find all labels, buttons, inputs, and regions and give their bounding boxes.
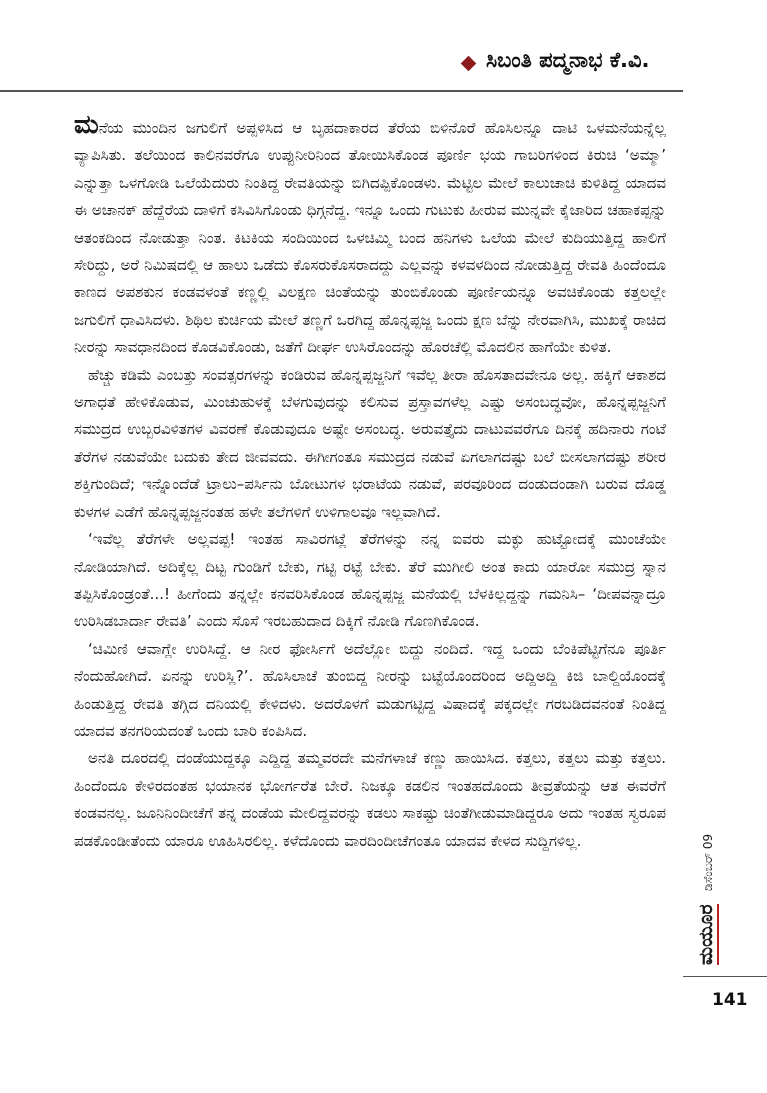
header-bar	[0, 44, 683, 92]
magazine-name: ಮಯೂರ	[695, 904, 717, 965]
page-number: 141	[712, 990, 748, 1010]
paragraph-4: ‘ಚಿಮಿಣಿ ಆವಾಗ್ಲೇ ಉರಿಸಿದ್ದೆ. ಆ ನೀರ ಫೋರ್ಸಿಗೆ ಅದೆಲ್ಲೋ ಬಿದ್ದು ನಂದಿದೆ. ಇದ್ದ ಒಂದು ಬೆಂಕಿಪೆಟ್ಟಿಗೆನೂ ಪೂರ್ತಿ ನೆಂದುಹೋಗಿದೆ. ಏನನ್ನು ಉರಿಸ್ಲಿ?’. ಹೊಸಿಲಾಚೆ ತುಂಬಿದ್ದ ನೀರನ್ನು ಬಟ್ಟೆಯೊಂದರಿಂದ ಅದ್ದಿಅದ್ದಿ ಕಿಜಿ ಬಾಲ್ದಿಯೊಂದಕ್ಕೆ ಹಿಂಡುತ್ತಿದ್ದ ರೇವತಿ ತಗ್ಗಿದ ದನಿಯಲ್ಲಿ ಕೇಳಿದಳು. ಅದರೊಳಗೆ ಮಡುಗಟ್ಟಿದ್ದ ವಿಷಾದಕ್ಕೆ ಪಕ್ಕದಲ್ಲೇ ಗರಬಡಿದವನಂತೆ ನಿಂತಿದ್ದ ಯಾದವ ತನಗರಿಯದಂತೆ ಒಂದು ಬಾರಿ ಕಂಪಿಸಿದ.	[74, 639, 666, 740]
diamond-bullet-icon	[461, 56, 477, 72]
footer-divider	[683, 976, 767, 977]
paragraph-1-text: ನೆಯ ಮುಂದಿನ ಜಗುಲಿಗೆ ಅಪ್ಪಳಿಸಿದ ಆ ಬೃಹದಾಕಾರದ ತೆರೆಯ ಬಿಳಿನೊರೆ ಹೊಸಿಲನ್ನೂ ದಾಟಿ ಒಳಮನೆಯನ್ನೆಲ್ಲ ವ್ಯಾಪಿಸಿತು. ತಲೆಯಿಂದ ಕಾಲಿನವರೆಗೂ ಉಪ್ಪುನೀರಿನಿಂದ ತೋಯಿಸಿಕೊಂಡ ಪೂರ್ಣಿ ಭಯ ಗಾಬರಿಗಳಿಂದ ಕಿರುಚಿ ‘ಅಮ್ಮಾ’ ಎನ್ನುತ್ತಾ ಒಳಗೋಡಿ ಒಲೆಯೆದುರು ನಿಂತಿದ್ದ ರೇವತಿಯನ್ನು ಬಿಗಿದಪ್ಪಿಕೊಂಡಳು. ಮೆಟ್ಟಿಲ ಮೇಲೆ ಕಾಲುಚಾಚಿ ಕುಳಿತಿದ್ದ ಯಾದವ ಈ ಅಚಾನಕ್ ಹೆದ್ದೆರೆಯ ದಾಳಿಗೆ ಕಸಿವಿಸಿಗೊಂಡು ಧಿಗ್ಗನೆದ್ದ. ಇನ್ನೂ ಒಂದು ಗುಟುಕು ಹೀರುವ ಮುನ್ನವೇ ಕೈಜಾರಿದ ಚಹಾಕಪ್ಪನ್ನು ಆತಂಕದಿಂದ ನೋಡುತ್ತಾ ನಿಂತ. ಕಿಟಕಿಯ ಸಂದಿಯಿಂದ ಒಳಚಿಮ್ಮಿ ಬಂದ ಹನಿಗಳು ಒಲೆಯ ಮೇಲೆ ಕುದಿಯುತ್ತಿದ್ದ ಹಾಲಿಗೆ ಸೇರಿದ್ದು, ಅರೆ ನಿಮಿಷದಲ್ಲಿ ಆ ಹಾಲು ಒಡೆದು ಕೊಸರುಕೊಸರಾದದ್ದು ಎಲ್ಲವನ್ನು ಕಳವಳದಿಂದ ನೋಡುತ್ತಿದ್ದ ರೇವತಿ ಹಿಂದೆಂದೂ ಕಾಣದ ಅಪಶಕುನ ಕಂಡವಳಂತೆ ಕಣ್ಣಲ್ಲಿ ವಿಲಕ್ಷಣ ಚಿಂತೆಯನ್ನು ತುಂಬಿಕೊಂಡು ಪೂರ್ಣಿಯನ್ನೂ ಅವಚಿಕೊಂಡು ಕತ್ತಲಲ್ಲೇ ಜಗುಲಿಗೆ ಧಾವಿಸಿದಳು. ಶಿಥಿಲ ಕುರ್ಚಿಯ ಮೇಲೆ ತಣ್ಣಗೆ ಒರಗಿದ್ದ ಹೊನ್ನಪ್ಪಜ್ಜ ಒಂದು ಕ್ಷಣ ಬೆನ್ನು ನೇರವಾಗಿಸಿ, ಮುಖಕ್ಕೆ ರಾಚಿದ ನೀರನ್ನು ಸಾವಧಾನದಿಂದ ಕೊಡವಿಕೊಂಡು, ಜತೆಗೆ ದೀರ್ಘ ಉಸಿರೊಂದನ್ನು ಹೊರಚೆಲ್ಲಿ ಮೊದಲಿನ ಹಾಗೆಯೇ ಕುಳಿತ.	[74, 119, 666, 357]
article-body	[74, 112, 666, 855]
paragraph-1	[74, 112, 666, 362]
issue-date: ಡಿಸೆಂಬರ್ 09	[701, 833, 715, 891]
paragraph-5: ಅನತಿ ದೂರದಲ್ಲಿ ದಂಡೆಯುದ್ದಕ್ಕೂ ಎದ್ದಿದ್ದ ತಮ್ಮವರದೇ ಮನೆಗಳಾಚೆ ಕಣ್ಣು ಹಾಯಿಸಿದ. ಕತ್ತಲು, ಕತ್ತಲು ಮತ್ತು ಕತ್ತಲು. ಹಿಂದೆಂದೂ ಕೇಳಿರದಂತಹ ಭಯಾನಕ ಭೋರ್ಗರೆತ ಬೇರೆ. ನಿಜಕ್ಕೂ ಕಡಲಿನ ಇಂತಹದೊಂದು ತೀವ್ರತೆಯನ್ನು ಆತ ಈವರೆಗೆ ಕಂಡವನಲ್ಲ. ಜೂನಿನಿಂದೀಚೆಗೆ ತನ್ನ ದಂಡೆಯ ಮೇಲಿದ್ದವರನ್ನು ಕಡಲು ಸಾಕಷ್ಟು ಚಿಂತೆಗೀಡುಮಾಡಿದ್ದರೂ ಅದು ಇಂತಹ ಸ್ವರೂಪ ಪಡಕೊಂಡೀತೆಂದು ಯಾರೂ ಊಹಿಸಿರಲಿಲ್ಲ. ಕಳೆದೊಂದು ವಾರದಿಂದೀಚೆಗಂತೂ ಯಾದವ ಕೇಳದ ಸುದ್ದಿಗಳಿಲ್ಲ.	[74, 749, 666, 850]
author-name: ಸಿಬಂತಿ ಪದ್ಮನಾಭ ಕೆ.ವಿ.	[486, 48, 650, 72]
dropcap-letter: ಮ	[74, 110, 99, 140]
paragraph-2: ಹೆಚ್ಚು ಕಡಿಮೆ ಎಂಬತ್ತು ಸಂವತ್ಸರಗಳನ್ನು ಕಂಡಿರುವ ಹೊನ್ನಪ್ಪಜ್ಜನಿಗೆ ಇವೆಲ್ಲ ತೀರಾ ಹೊಸತಾದವೇನೂ ಅಲ್ಲ. ಹಕ್ಕಿಗೆ ಆಕಾಶದ ಅಗಾಧತೆ ಹೇಳಿಕೊಡುವ, ಮಿಂಚುಹುಳಕ್ಕೆ ಬೆಳಗುವುದನ್ನು ಕಲಿಸುವ ಪ್ರಸ್ತಾವಗಳೆಲ್ಲ ಎಷ್ಟು ಅಸಂಬದ್ಧವೋ, ಹೊನ್ನಪ್ಪಜ್ಜನಿಗೆ ಸಮುದ್ರದ ಉಬ್ಬರವಿಳಿತಗಳ ವಿವರಣೆ ಕೊಡುವುದೂ ಅಷ್ಟೇ ಅಸಂಬದ್ಧ. ಅರುವತ್ತೈದು ದಾಟುವವರೆಗೂ ದಿನಕ್ಕೆ ಹದಿನಾರು ಗಂಟೆ ತೆರೆಗಳ ನಡುವೆಯೇ ಬದುಕು ತೇದ ಜೀವವದು. ಈಗೀಗಂತೂ ಸಮುದ್ರದ ನಡುವೆ ಏಗಲಾಗದಷ್ಟು ಬಲೆ ಬೀಸಲಾಗದಷ್ಟು ಶರೀರ ಶಕ್ತಿಗುಂದಿದೆ; ಇನ್ನೊಂದೆಡೆ ಟ್ರಾಲು–ಪರ್ಸಿನು ಬೋಟುಗಳ ಭರಾಟೆಯ ನಡುವೆ, ಪರವೂರಿಂದ ದಂಡುದಂಡಾಗಿ ಬರುವ ದೊಡ್ಡ ಕುಳಗಳ ಎಡೆಗೆ ಹೊನ್ನಪ್ಪಜ್ಜನಂತಹ ಹಳೇ ತಲೆಗಳಿಗೆ ಉಳಿಗಾಲವೂ ಇಲ್ಲವಾಗಿದೆ.	[74, 365, 666, 521]
sidebar-label	[695, 785, 725, 965]
paragraph-3: ‘ಇವೆಲ್ಲ ತೆರೆಗಳೇ ಅಲ್ಲವಪ್ಪ! ಇಂತಹ ಸಾವಿರಗಟ್ಲೆ ತೆರೆಗಳನ್ನು ನನ್ನ ಐವರು ಮಕ್ಳು ಹುಟ್ಟೋದಕ್ಕೆ ಮುಂಚೆಯೇ ನೋಡಿಯಾಗಿದೆ. ಅದಿಕ್ಕೆಲ್ಲ ದಿಟ್ಟ ಗುಂಡಿಗೆ ಬೇಕು, ಗಟ್ಟಿ ರಟ್ಟೆ ಬೇಕು. ತೆರೆ ಮುಗೀಲಿ ಅಂತ ಕಾದು ಯಾರೋ ಸಮುದ್ರ ಸ್ನಾನ ತಪ್ಪಿಸಿಕೊಂಡ್ರಂತೆ...! ಹೀಗೆಂದು ತನ್ನಲ್ಲೇ ಕನವರಿಸಿಕೊಂಡ ಹೊನ್ನಪ್ಪಜ್ಜ ಮನೆಯಲ್ಲಿ ಬೆಳಕಿಲ್ಲದ್ದನ್ನು ಗಮನಿಸಿ– ‘ದೀಪವನ್ನಾದ್ರೂ ಉರಿಸಿಡಬಾರ್ದಾ ರೇವತಿ’ ಎಂದು ಸೊಸೆ ಇರಬಹುದಾದ ದಿಕ್ಕಿಗೆ ನೋಡಿ ಗೊಣಗಿಕೊಂಡ.	[74, 530, 666, 631]
magazine-sidebar	[690, 780, 730, 970]
